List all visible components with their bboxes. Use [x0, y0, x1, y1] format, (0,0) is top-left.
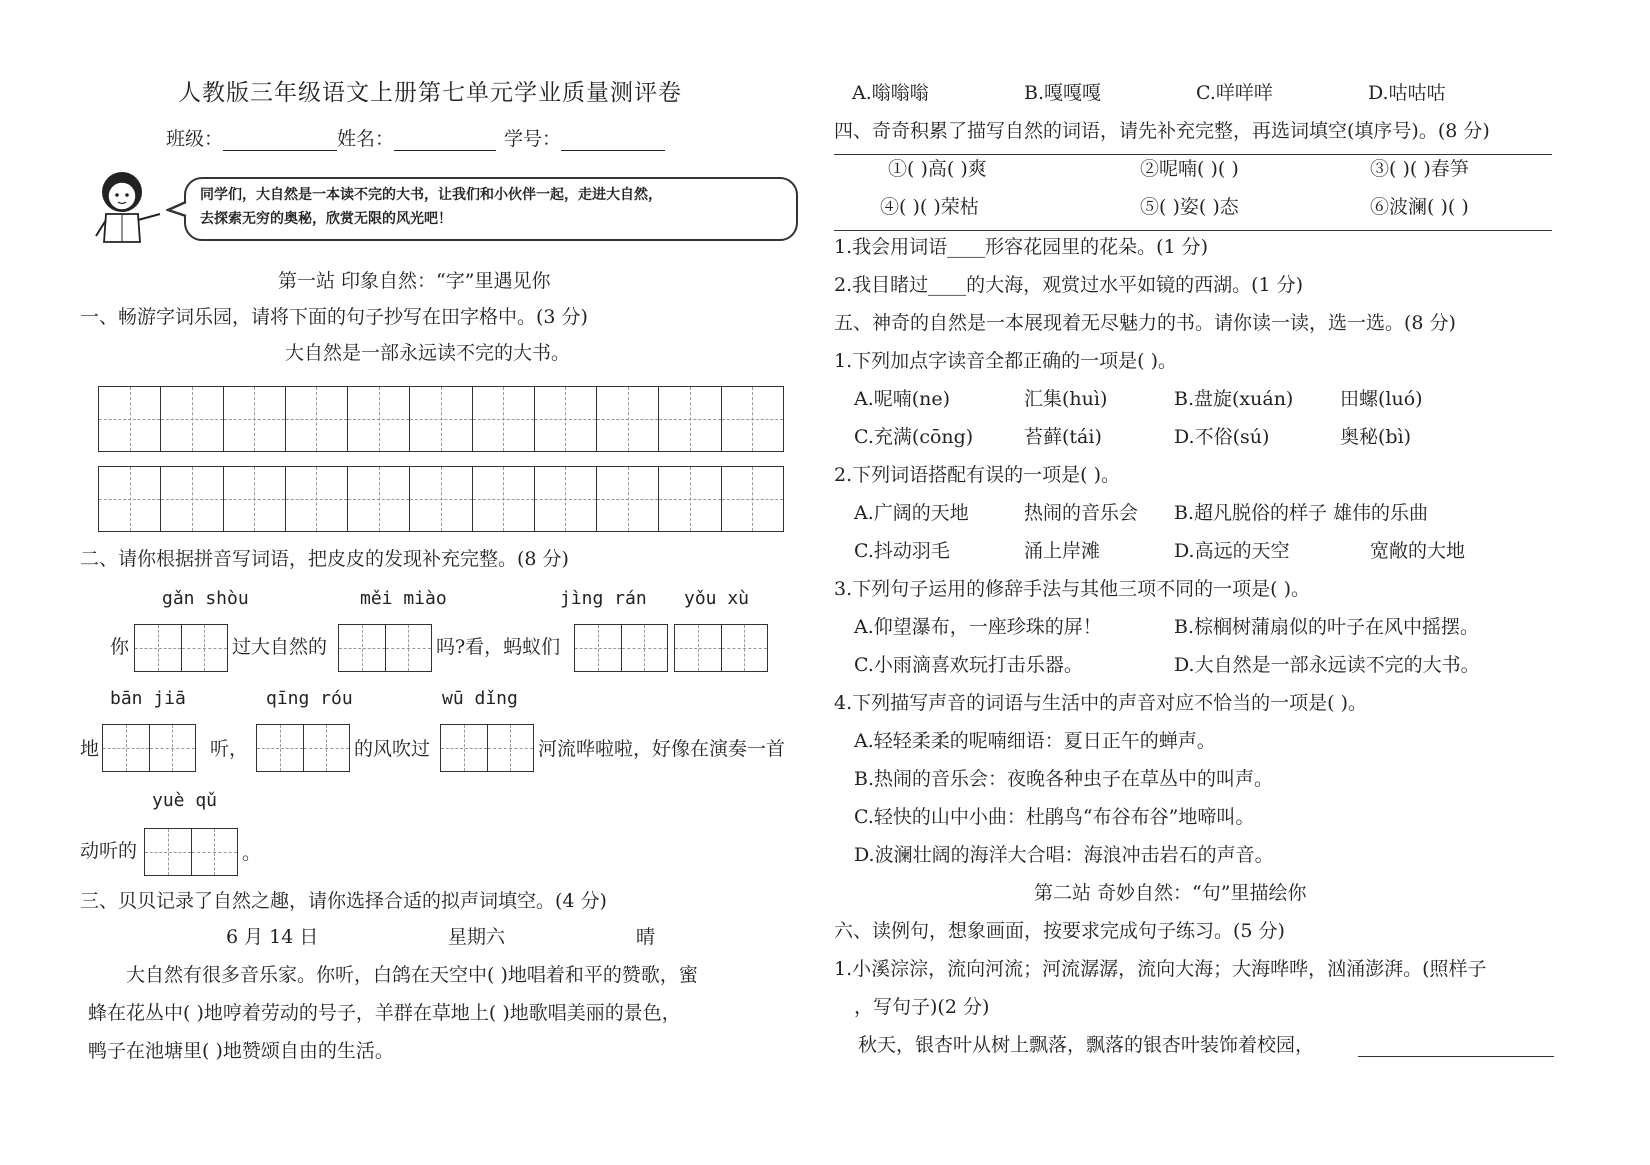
q5-item-3: 3.下列句子运用的修辞手法与其他三项不同的一项是( )。	[834, 578, 1310, 600]
q5-1-opt-7: D.不俗(sú)	[1174, 426, 1270, 448]
q6-line-1: 1.小溪淙淙，流向河流；河流潺潺，流向大海；大海哗哗，汹涌澎湃。(照样子	[834, 958, 1487, 980]
class-field[interactable]	[223, 132, 337, 151]
id-label: 学号：	[504, 128, 562, 150]
diary-weather: 晴	[636, 926, 656, 948]
q5-2-opt-3: B.超凡脱俗的样子 雄伟的乐曲	[1174, 502, 1429, 524]
answer-box-2[interactable]	[338, 624, 432, 672]
q4-sentence-2: 2.我目睹过____的大海，观赏过水平如镜的西湖。(1 分)	[834, 274, 1304, 296]
q2-text-9: 。	[242, 842, 262, 864]
speech-bubble	[184, 177, 798, 241]
answer-box-6[interactable]	[256, 724, 350, 772]
q6-title: 六、读例句，想象画面，按要求完成句子练习。(5 分)	[834, 920, 1285, 942]
q5-2-opt-7: 宽敞的大地	[1370, 540, 1466, 562]
diary-date: 6 月 14 日	[226, 926, 319, 948]
page-title: 人教版三年级语文上册第七单元学业质量测评卷	[178, 80, 682, 106]
q5-3-opt-b: B.棕榈树蒲扇似的叶子在风中摇摆。	[1174, 616, 1480, 638]
q3-option-c: C.咩咩咩	[1196, 82, 1273, 104]
q2-text-8: 动听的	[80, 840, 138, 862]
q4-sentence-1: 1.我会用词语____形容花园里的花朵。(1 分)	[834, 236, 1209, 258]
q5-2-opt-1: A.广阔的天地	[854, 502, 969, 524]
q5-4-opt-a: A.轻轻柔柔的呢喃细语：夏日正午的蝉声。	[854, 730, 1216, 752]
q5-item-1: 1.下列加点字读音全都正确的一项是( )。	[834, 350, 1177, 372]
q2-text-3: 吗?看，蚂蚁们	[436, 636, 561, 658]
pinyin-7: wū dǐng	[442, 688, 518, 709]
q3-option-d: D.咕咕咕	[1368, 82, 1446, 104]
word-box-top-line	[834, 154, 1552, 155]
q3-title: 三、贝贝记录了自然之趣，请你选择合适的拟声词填空。(4 分)	[80, 890, 607, 912]
q5-2-opt-6: D.高远的天空	[1174, 540, 1290, 562]
q1-title: 一、畅游字词乐园，请将下面的句子抄写在田字格中。(3 分)	[80, 306, 588, 328]
bubble-line-1: 同学们，大自然是一本读不完的大书，让我们和小伙伴一起，走进大自然，	[200, 187, 662, 203]
tianzige-row-2[interactable]	[98, 466, 784, 532]
answer-box-5[interactable]	[102, 724, 196, 772]
class-label: 班级：	[166, 128, 224, 150]
girl-illustration	[92, 170, 168, 252]
q2-text-5: 听，	[210, 738, 249, 760]
q6-line-2: ，写句子)(2 分)	[854, 996, 990, 1018]
q5-4-opt-c: C.轻快的山中小曲：杜鹃鸟“布谷布谷”地啼叫。	[854, 806, 1255, 828]
q5-1-opt-1: A.呢喃(ne)	[854, 388, 951, 410]
pinyin-2: měi miào	[360, 588, 447, 609]
word-5: ⑤( )姿( )态	[1140, 196, 1239, 218]
q5-3-opt-a: A.仰望瀑布，一座珍珠的屏！	[854, 616, 1102, 638]
diary-line-2: 蜂在花丛中( )地哼着劳动的号子，羊群在草地上( )地歌唱美丽的景色，	[88, 1002, 681, 1024]
pinyin-4: yǒu xù	[684, 588, 750, 609]
name-label: 姓名：	[337, 128, 395, 150]
q5-4-opt-d: D.波澜壮阔的海洋大合唱：海浪冲击岩石的声音。	[854, 844, 1274, 866]
q5-title: 五、神奇的自然是一本展现着无尽魅力的书。请你读一读，选一选。(8 分)	[834, 312, 1456, 334]
diary-line-3: 鸭子在池塘里( )地赞颂自由的生活。	[88, 1040, 394, 1062]
q5-4-opt-b: B.热闹的音乐会：夜晚各种虫子在草丛中的叫声。	[854, 768, 1274, 790]
q2-title: 二、请你根据拼音写词语，把皮皮的发现补充完整。(8 分)	[80, 548, 569, 570]
q5-item-4: 4.下列描写声音的词语与生活中的声音对应不恰当的一项是( )。	[834, 692, 1367, 714]
q5-1-opt-2: 汇集(huì)	[1024, 388, 1108, 410]
name-field[interactable]	[394, 132, 496, 151]
q5-2-opt-4: C.抖动羽毛	[854, 540, 950, 562]
pinyin-3: jìng rán	[560, 588, 647, 609]
q4-title: 四、奇奇积累了描写自然的词语，请先补充完整，再选词填空(填序号)。(8 分)	[834, 120, 1490, 142]
q5-1-opt-8: 奥秘(bì)	[1340, 426, 1412, 448]
answer-box-8[interactable]	[144, 828, 238, 876]
word-1: ①( )高( )爽	[888, 158, 987, 180]
word-3: ③( )( )春笋	[1370, 158, 1469, 180]
q5-1-opt-6: 苔藓(tái)	[1024, 426, 1102, 448]
id-field[interactable]	[561, 132, 665, 151]
q6-line-3: 秋天，银杏叶从树上飘落，飘落的银杏叶装饰着校园，	[858, 1034, 1315, 1056]
q2-text-6: 的风吹过	[354, 738, 431, 760]
q1-sentence: 大自然是一部永远读不完的大书。	[285, 342, 571, 364]
student-info	[166, 128, 665, 151]
pinyin-1: gǎn shòu	[162, 588, 249, 609]
bubble-tail	[166, 200, 188, 220]
q5-1-opt-4: 田螺(luó)	[1340, 388, 1423, 410]
q2-text-2: 过大自然的	[232, 636, 328, 658]
answer-box-7[interactable]	[440, 724, 534, 772]
station2-title: 第二站 奇妙自然：“句”里描绘你	[1034, 882, 1307, 904]
q2-text-1: 你	[110, 636, 130, 658]
pinyin-5: bān jiā	[110, 688, 186, 709]
answer-box-4[interactable]	[674, 624, 768, 672]
pinyin-6: qīng róu	[266, 688, 353, 709]
bubble-line-2: 去探索无穷的奥秘，欣赏无限的风光吧！	[200, 211, 452, 227]
q5-item-2: 2.下列词语搭配有误的一项是( )。	[834, 464, 1120, 486]
tianzige-row-1[interactable]	[98, 386, 784, 452]
q6-answer-line[interactable]	[1358, 1056, 1554, 1057]
q2-text-4: 地	[80, 738, 100, 760]
q3-option-a: A.嗡嗡嗡	[852, 82, 929, 104]
q5-3-opt-c: C.小雨滴喜欢玩打击乐器。	[854, 654, 1083, 676]
word-box-bottom-line	[834, 230, 1552, 231]
q5-3-opt-d: D.大自然是一部永远读不完的大书。	[1174, 654, 1480, 676]
q2-text-7: 河流哗啦啦，好像在演奏一首	[538, 738, 786, 760]
word-2: ②呢喃( )( )	[1140, 158, 1239, 180]
answer-box-1[interactable]	[134, 624, 228, 672]
q5-2-opt-2: 热闹的音乐会	[1024, 502, 1139, 524]
answer-box-3[interactable]	[574, 624, 668, 672]
q5-1-opt-3: B.盘旋(xuán)	[1174, 388, 1294, 410]
word-4: ④( )( )荣枯	[880, 196, 979, 218]
diary-weekday: 星期六	[448, 926, 506, 948]
q5-1-opt-5: C.充满(cōng)	[854, 426, 974, 448]
q5-2-opt-5: 涌上岸滩	[1024, 540, 1101, 562]
word-6: ⑥波澜( )( )	[1370, 196, 1469, 218]
pinyin-8: yuè qǔ	[152, 790, 218, 811]
station1-title: 第一站 印象自然：“字”里遇见你	[278, 270, 551, 292]
diary-line-1: 大自然有很多音乐家。你听，白鸽在天空中( )地唱着和平的赞歌，蜜	[126, 964, 698, 986]
q3-option-b: B.嘎嘎嘎	[1024, 82, 1102, 104]
